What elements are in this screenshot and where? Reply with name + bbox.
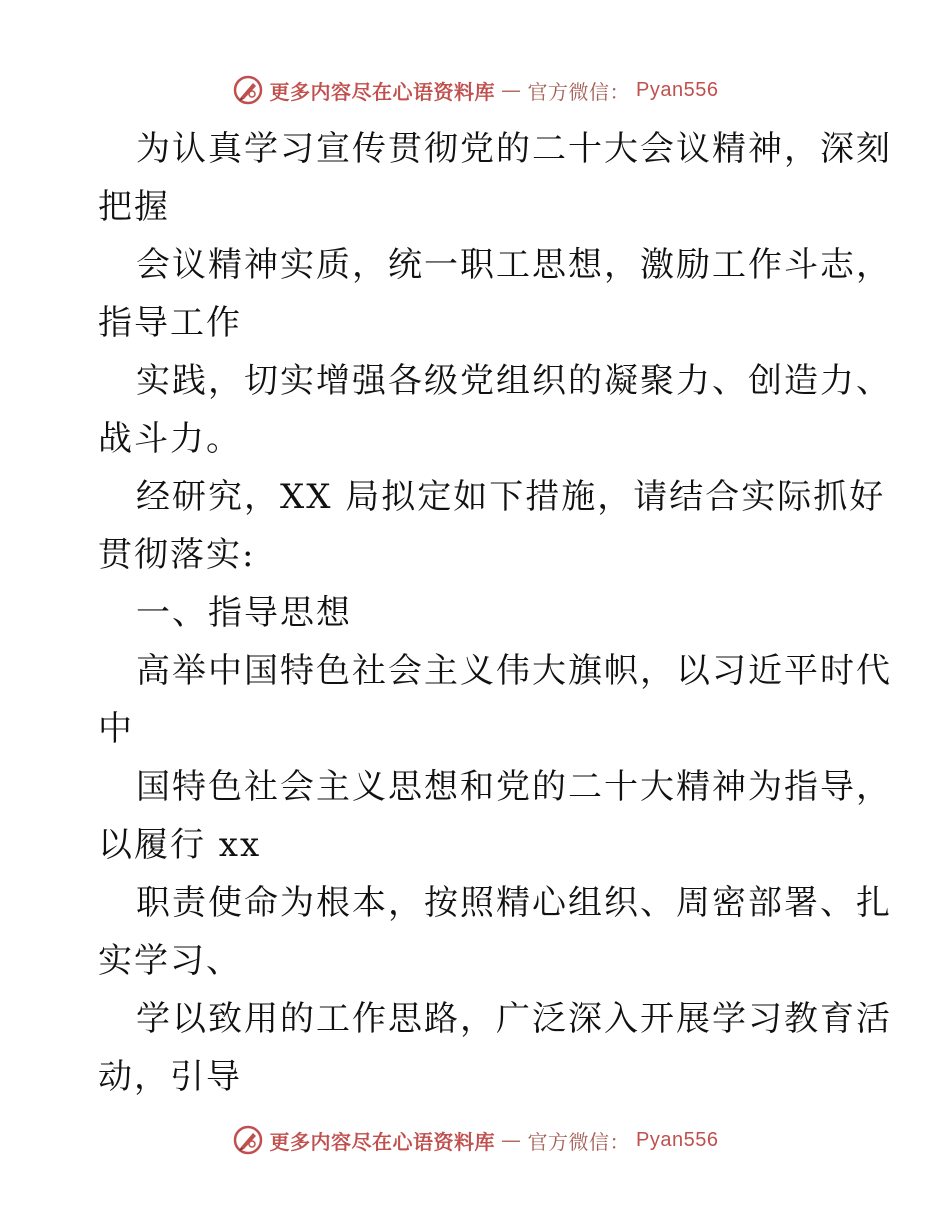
footer-banner-wechat-label: 官方微信： xyxy=(527,1129,631,1154)
body-line: 动，引导 xyxy=(98,1057,242,1097)
header-banner-wechat-id: Pyan556 xyxy=(636,78,719,101)
body-line: 中 xyxy=(98,709,134,749)
body-line: 职责使命为根本，按照精心组织、周密部署、扎 xyxy=(136,883,892,923)
body-line: 国特色社会主义思想和党的二十大精神为指导， xyxy=(136,767,892,807)
body-line: 指导工作 xyxy=(98,303,242,343)
header-banner xyxy=(232,74,719,106)
body-line: 贯彻落实: xyxy=(98,535,256,575)
header-banner-wechat-label: 官方微信： xyxy=(527,79,631,104)
body-line: 以履行 xx xyxy=(98,825,262,865)
pen-seal-icon xyxy=(232,1124,264,1156)
pen-seal-icon xyxy=(232,74,264,106)
page-footer xyxy=(0,1120,950,1160)
body-line: 把握 xyxy=(98,187,170,227)
body-line: 学以致用的工作思路，广泛深入开展学习教育活 xyxy=(136,999,892,1039)
document-body xyxy=(98,120,892,1106)
header-banner-separator: — xyxy=(501,78,522,102)
footer-banner-separator: — xyxy=(501,1128,522,1152)
footer-banner-title: 更多内容尽在心语资料库 xyxy=(269,1129,496,1154)
page-header xyxy=(0,70,950,110)
body-line: 实学习、 xyxy=(98,941,242,981)
body-line: 战斗力。 xyxy=(98,419,242,459)
footer-banner-wechat-id: Pyan556 xyxy=(636,1128,719,1151)
body-line: 实践，切实增强各级党组织的凝聚力、创造力、 xyxy=(136,361,892,401)
body-line: 为认真学习宣传贯彻党的二十大会议精神，深刻 xyxy=(136,129,892,169)
body-line: 经研究，XX 局拟定如下措施，请结合实际抓好 xyxy=(136,477,886,517)
header-banner-title: 更多内容尽在心语资料库 xyxy=(269,79,496,104)
body-line: 高举中国特色社会主义伟大旗帜，以习近平时代 xyxy=(136,651,892,691)
section-heading: 一、指导思想 xyxy=(136,593,352,633)
body-line: 会议精神实质，统一职工思想，激励工作斗志， xyxy=(136,245,892,285)
footer-banner xyxy=(232,1124,719,1156)
